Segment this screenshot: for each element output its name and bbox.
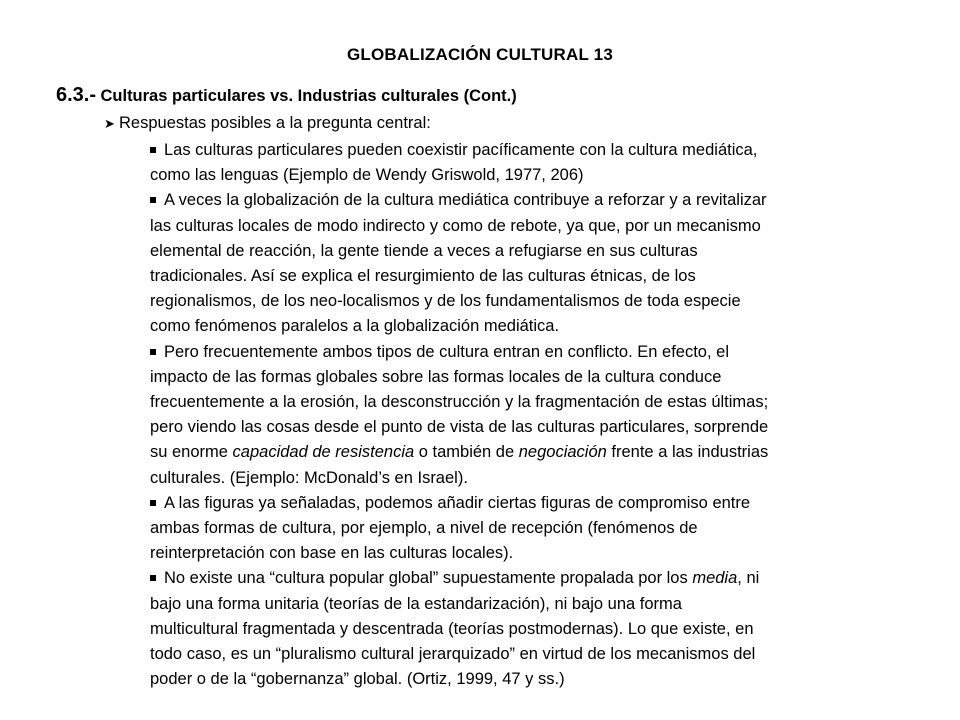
emphasis-text: media	[692, 569, 738, 588]
bullet-text: tradicionales. Así se explica el resurgimiento de las culturas étnicas, de los	[150, 267, 696, 286]
bullet-text: No existe una “cultura popular global” supuestamente propalada por los media, ni	[164, 569, 760, 588]
bullet-text: impacto de las formas globales sobre las formas locales de la cultura conduce	[150, 367, 722, 386]
arrow-bullet-icon: ➤	[104, 116, 115, 131]
subpoint-text: Respuestas posibles a la pregunta central:	[119, 114, 431, 132]
bullet-item-5	[150, 566, 890, 692]
bullet-text: frecuentemente a la erosión, la desconstrucción y la fragmentación de estas últimas;	[150, 393, 769, 412]
square-bullet-icon	[150, 197, 156, 203]
section-heading-text: Culturas particulares vs. Industrias culturales (Cont.)	[100, 87, 517, 105]
bullet-list	[150, 138, 890, 692]
bullet-item-3	[150, 340, 890, 491]
emphasis-text: capacidad de resistencia	[232, 443, 415, 462]
section-number: 6.3.-	[56, 84, 97, 106]
square-bullet-icon	[150, 349, 156, 355]
bullet-text: regionalismos, de los neo-localismos y de los fundamentalismos de toda especie	[150, 292, 741, 311]
bullet-item-4	[150, 491, 890, 567]
bullet-text: pero viendo las cosas desde el punto de vista de las culturas particulares, sorprende	[150, 418, 769, 437]
bullet-text: como fenómenos paralelos a la globalización mediática.	[150, 317, 560, 336]
bullet-text: su enorme capacidad de resistencia o también de negociación frente a las industrias	[150, 443, 769, 462]
bullet-text: A veces la globalización de la cultura mediática contribuye a reforzar y a revitalizar	[164, 191, 767, 210]
square-bullet-icon	[150, 500, 156, 506]
bullet-text: Las culturas particulares pueden coexistir pacíficamente con la cultura mediática,	[164, 141, 758, 159]
bullet-text: reinterpretación con base en las culturas locales).	[150, 544, 514, 563]
bullet-text: multicultural fragmentada y descentrada (teorías postmodernas). Lo que existe, en	[150, 619, 754, 638]
bullet-text: las culturas locales de modo indirecto y como de rebote, ya que, por un mecanismo	[150, 216, 761, 235]
bullet-text: como las lenguas (Ejemplo de Wendy Griswold, 1977, 206)	[150, 166, 584, 185]
bullet-text: bajo una forma unitaria (teorías de la estandarización), ni bajo una forma	[150, 594, 682, 613]
bullet-text: Pero frecuentemente ambos tipos de cultura entran en conflicto. En efecto, el	[164, 342, 729, 361]
bullet-text: poder o de la “gobernanza” global. (Ortiz, 1999, 47 y ss.)	[150, 670, 565, 689]
bullet-text: A las figuras ya señaladas, podemos añadir ciertas figuras de compromiso entre	[164, 493, 751, 512]
bullet-text: culturales. (Ejemplo: McDonald’s en Israel).	[150, 468, 468, 487]
bullet-text: elemental de reacción, la gente tiende a veces a refugiarse en sus culturas	[150, 241, 698, 260]
subpoint	[104, 113, 431, 134]
bullet-text: todo caso, es un “pluralismo cultural jerarquizado” en virtud de los mecanismos del	[150, 645, 756, 664]
emphasis-text: negociación	[518, 443, 607, 462]
section-heading	[56, 84, 517, 107]
bullet-item-1	[150, 138, 890, 188]
square-bullet-icon	[150, 147, 156, 153]
bullet-item-2	[150, 188, 890, 339]
bullet-text: ambas formas de cultura, por ejemplo, a nivel de recepción (fenómenos de	[150, 519, 698, 538]
square-bullet-icon	[150, 575, 156, 581]
slide-title: GLOBALIZACIÓN CULTURAL 13	[347, 45, 613, 64]
